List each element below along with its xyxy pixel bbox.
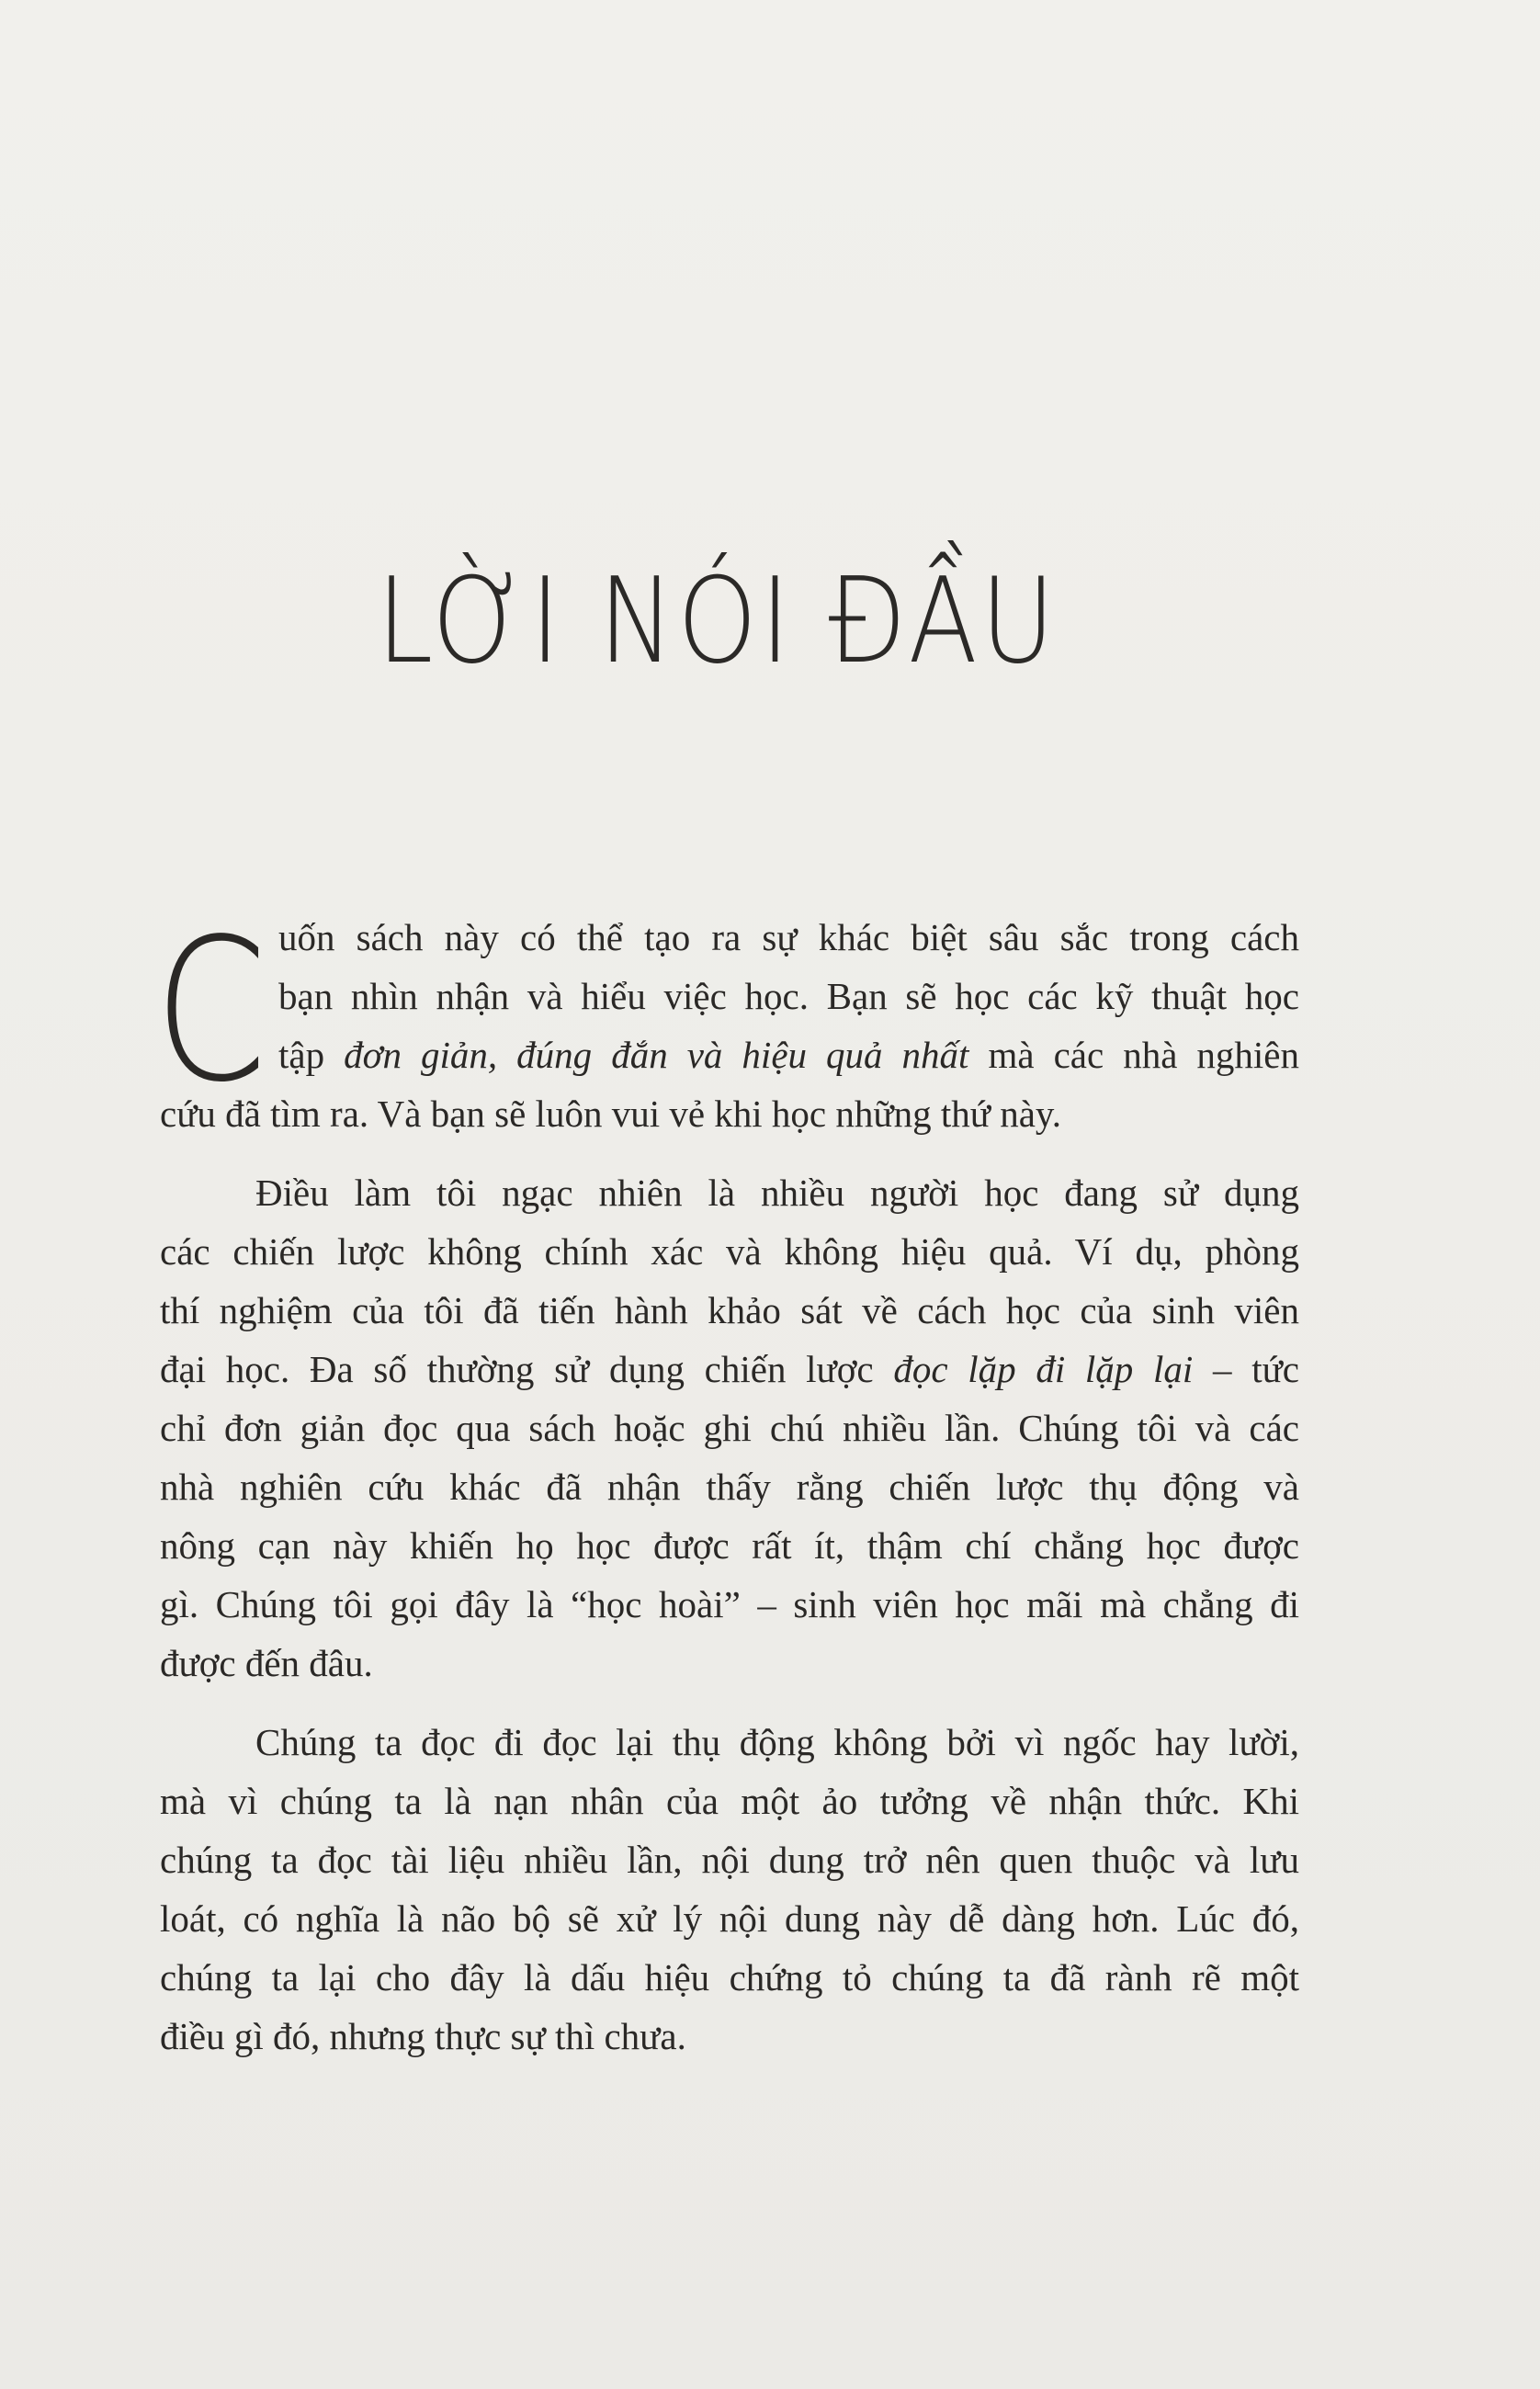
text-line: nhà nghiên cứu khác đã nhận thấy rằng chiến lược thụ động và [160, 1466, 1299, 1508]
paragraph-1 [154, 897, 1299, 1143]
emphasis-text: đọc lặp đi lặp lại [893, 1348, 1194, 1390]
text-line: chúng ta đọc tài liệu nhiều lần, nội dung trở nên quen thuộc và lưu [160, 1839, 1299, 1881]
text-line: Điều làm tôi ngạc nhiên là nhiều người học đang sử dụng [255, 1172, 1299, 1214]
text-line [160, 1025, 1299, 1084]
text-line: chúng ta lại cho đây là dấu hiệu chứng tỏ chúng ta đã rành rẽ một [160, 1956, 1299, 1998]
text-line: chỉ đơn giản đọc qua sách hoặc ghi chú nhiều lần. Chúng tôi và các [160, 1407, 1299, 1449]
text-line: các chiến lược không chính xác và không hiệu quả. Ví dụ, phòng [160, 1230, 1299, 1273]
text-line: loát, có nghĩa là não bộ sẽ xử lý nội dung này dễ dàng hơn. Lúc đó, [160, 1897, 1299, 1940]
text-line: được đến đâu. [160, 1642, 373, 1684]
text-line: bạn nhìn nhận và hiểu việc học. Bạn sẽ học các kỹ thuật học [278, 975, 1299, 1017]
text-line: nông cạn này khiến họ học được rất ít, thậm chí chẳng học được [160, 1524, 1299, 1567]
paragraph-2 [160, 1163, 1299, 1693]
text-line: thí nghiệm của tôi đã tiến hành khảo sát về cách học của sinh viên [160, 1289, 1299, 1331]
text-line [160, 1340, 1299, 1398]
text-segment: đại học. Đa số thường sử dụng chiến lược [160, 1348, 894, 1390]
text-line: gì. Chúng tôi gọi đây là “học hoài” – sinh viên học mãi mà chẳng đi [160, 1583, 1299, 1625]
chapter-title: LỜI NÓI ĐẦU [377, 553, 1059, 690]
text-segment: – tức [1193, 1348, 1300, 1390]
chapter-body [154, 897, 1300, 2086]
text-line: điều gì đó, nhưng thực sự thì chưa. [160, 2015, 686, 2057]
paragraph-3 [160, 1713, 1299, 2066]
emphasis-text: đơn giản, đúng đắn và hiệu quả nhất [344, 1034, 969, 1076]
text-line: uốn sách này có thể tạo ra sự khác biệt sâu sắc trong cách [278, 916, 1299, 958]
text-segment: tập [278, 1034, 345, 1076]
text-segment: mà các nhà nghiên [968, 1034, 1299, 1076]
text-line: mà vì chúng ta là nạn nhân của một ảo tưởng về nhận thức. Khi [160, 1780, 1299, 1822]
drop-cap: C [154, 897, 267, 1126]
text-line: Chúng ta đọc đi đọc lại thụ động không bởi vì ngốc hay lười, [255, 1721, 1299, 1763]
text-line: cứu đã tìm ra. Và bạn sẽ luôn vui vẻ khi học những thứ này. [160, 1093, 1061, 1135]
